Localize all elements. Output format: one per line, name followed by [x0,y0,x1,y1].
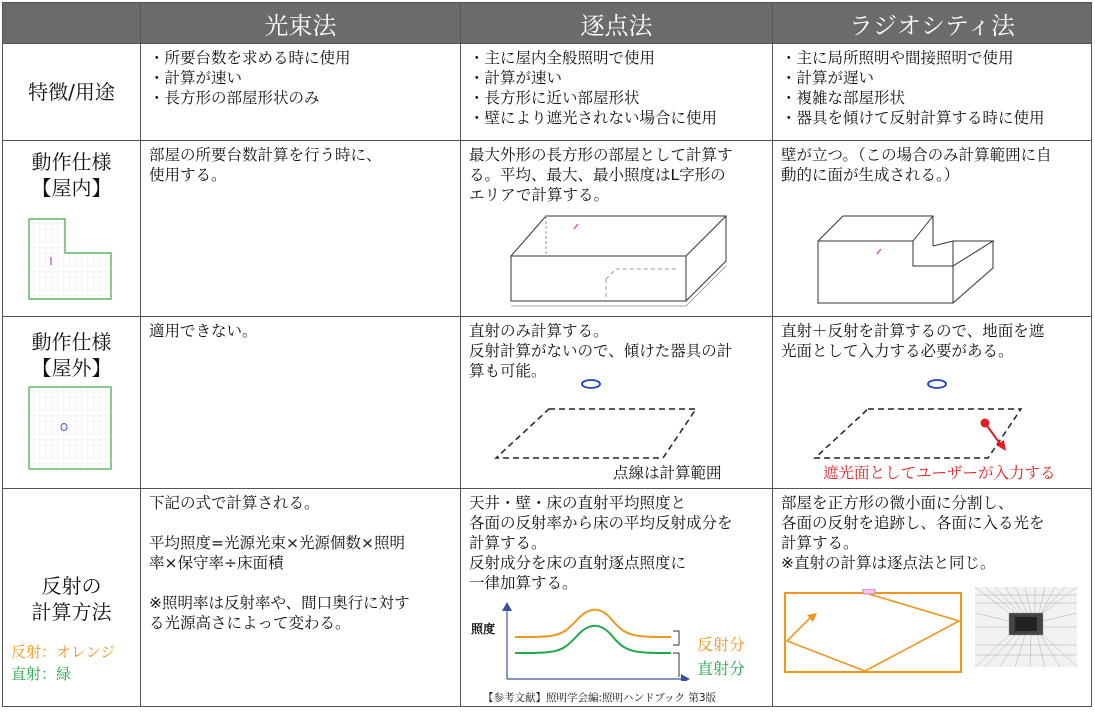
row-reflection [3,489,1092,707]
text-line: 使用する。 [149,166,227,184]
text-line [149,513,452,533]
text-line: 部屋を正方形の微小面に分割し、 [781,494,1014,512]
text-line: 計算する。 [781,534,859,552]
illuminance-curve-chart [501,601,691,681]
row-outdoor-label [3,317,141,489]
legend-orange-reflect: 反射：オレンジ [11,643,116,661]
text-line: 天井・壁・床の直射平均照度と [469,494,687,512]
row-indoor-label [3,141,141,317]
text-line: 率×保守率÷床面積 [149,554,284,572]
chart-label-reflect: 反射分 [697,635,746,654]
outdoor-col-3 [773,317,1092,489]
text-line: ・長方形に近い部屋形状 [469,89,640,107]
outdoor-col-2 [461,317,773,489]
row-indoor [3,141,1092,317]
outdoor-col-1 [141,317,461,489]
text-line: 壁が立つ。（この場合のみ計算範囲に自 [781,146,1052,164]
text-line: 各面の反射率から床の平均反射成分を [469,514,733,532]
indoor-col-2 [461,141,773,317]
text-line: 平均照度=光源光束×光源個数×照明 [149,534,405,552]
text-line: ・計算が速い [469,69,563,87]
text-line: ・壁により遮光されない場合に使用 [469,109,718,127]
outdoor-square-thumbnail [27,385,117,475]
outdoor-label-line2: 【屋外】 [31,356,112,380]
outdoor-label-line1: 動作仕様 [31,330,112,354]
text-line: ※照明率は反射率や、間口奥行に対す [149,594,410,612]
row-reflection-label [3,489,141,707]
indoor-col-1 [141,141,461,317]
chart-ylabel: 照度 [471,622,496,636]
reflection-label-line1: 反射の [41,574,102,598]
header-col-1: 光束法 [141,3,461,44]
text-line: エリアで計算する。 [469,186,609,204]
chart-reference: 【参考文献】照明学会編:照明ハンドブック 第3版 [483,692,717,704]
text-line: ※直射の計算は逐点法と同じ。 [781,554,996,572]
header-col-2: 逐点法 [461,3,773,44]
features-col-3 [773,44,1092,141]
indoor-box-diagram [506,211,731,311]
reflection-col-3 [773,489,1092,707]
header-col-3: ラジオシティ法 [773,3,1092,44]
features-label-text: 特徴/用途 [28,80,115,104]
comparison-table [2,2,1092,707]
indoor-label-line2: 【屋内】 [31,176,112,200]
row-outdoor [3,317,1092,489]
text-line: ・所要台数を求める時に使用 [149,49,351,67]
text-line: 各面の反射を追跡し、各面に入る光を [781,514,1045,532]
legend-green-direct: 直射：緑 [11,665,72,683]
outdoor-direct-diagram [491,375,706,465]
text-line: 反射成分を床の直射逐点照度に [469,554,687,572]
text-line: 動的に面が生成される。） [781,166,960,184]
text-line: ・主に局所照明や間接照明で使用 [781,49,1014,67]
header-corner [3,3,141,44]
outdoor-col2-caption: 点線は計算範囲 [613,464,722,482]
reflection-col-1 [141,489,461,707]
indoor-col-3 [773,141,1092,317]
text-line: 反射計算がないので、傾けた器具の計 [469,342,733,360]
text-line: 直射のみ計算する。 [469,322,609,340]
outdoor-col3-caption: 遮光面としてユーザーが入力する [823,464,1056,482]
radiosity-reflection-diagram [783,589,965,675]
reflection-col-2 [461,489,773,707]
text-line: 光面として入力する必要がある。 [781,342,1014,360]
text-line: ・器具を傾けて反射計算する時に使用 [781,109,1045,127]
text-line: る光源高さによって変わる。 [149,614,351,632]
text-line: 算も可能。 [469,362,547,380]
row-features-label [3,44,141,141]
text-line: 計算する。 [469,534,547,552]
text-line: ・長方形の部屋形状のみ [149,89,320,107]
text-line: ・複雑な部屋形状 [781,89,906,107]
text-line: ・計算が速い [149,69,243,87]
text-line [149,573,452,593]
features-col-1 [141,44,461,141]
reflection-label-line2: 計算方法 [31,600,112,624]
text-line: 直射＋反射を計算するので、地面を遮 [781,322,1045,340]
indoor-lroom-diagram [813,211,1043,311]
text-line: る。平均、最大、最小照度はL字形の [469,166,726,184]
indoor-label-line1: 動作仕様 [31,150,112,174]
text-line: 部屋の所要台数計算を行う時に、 [149,146,382,164]
header-row [3,3,1092,44]
text-line: 下記の式で計算される。 [149,494,320,512]
text-line: ・計算が遅い [781,69,875,87]
reflect-curve [515,610,671,637]
radiosity-mesh-render [975,587,1077,667]
text-line: 最大外形の長方形の部屋として計算す [469,146,733,164]
text-line: 一律加算する。 [469,574,578,592]
text-line: 適用できない。 [149,322,258,340]
text-line: ・主に屋内全般照明で使用 [469,49,656,67]
outdoor-radiosity-diagram [803,375,1073,465]
features-col-2 [461,44,773,141]
direct-curve [515,626,671,653]
chart-label-direct: 直射分 [697,659,746,678]
indoor-lshape-thumbnail [27,217,117,307]
row-features [3,44,1092,141]
